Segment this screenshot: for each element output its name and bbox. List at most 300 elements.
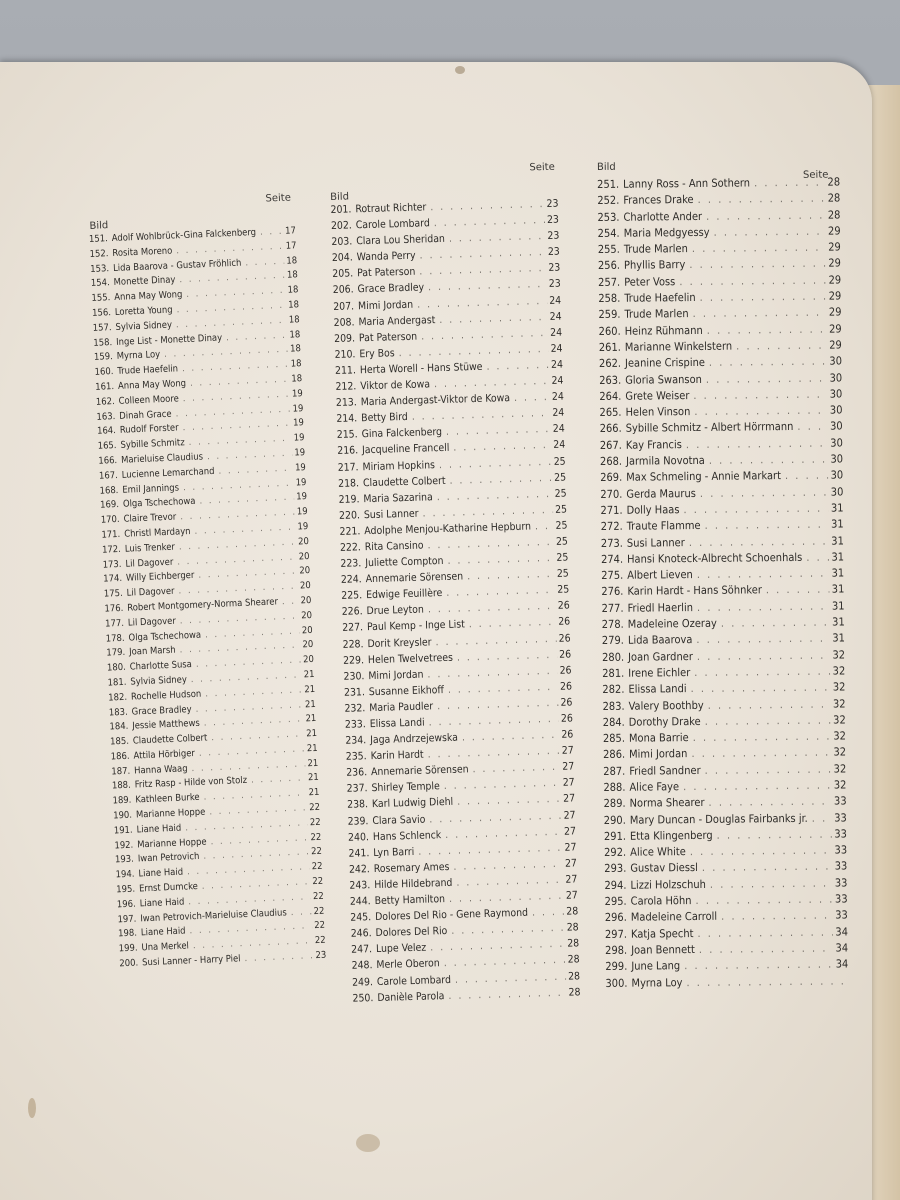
leader-dots	[453, 793, 561, 808]
entry-name: Miriam Hopkins	[362, 458, 436, 473]
entry-number: 227.	[342, 621, 364, 635]
entry-page: 25	[554, 471, 567, 484]
entry-number: 174.	[103, 573, 123, 586]
entry-number: 241.	[348, 846, 370, 860]
bild-header: Bild	[330, 191, 350, 203]
entry-name: Maria Medgyessy	[623, 225, 710, 240]
entry-number: 194.	[115, 868, 135, 881]
entry-page: 30	[829, 403, 843, 417]
entry-name: Danièle Parola	[377, 989, 445, 1004]
entry-page: 33	[835, 908, 848, 922]
entry-name: Madeleine Carroll	[630, 910, 718, 925]
entry-name: Gloria Swanson	[625, 372, 702, 387]
entry-page: 32	[833, 762, 847, 776]
entry-name: Helen Vinson	[625, 405, 691, 419]
entry-page: 20	[299, 580, 311, 592]
entry-number: 223.	[340, 557, 362, 570]
leader-dots	[680, 958, 834, 973]
leader-dots	[444, 986, 566, 1001]
entry-number: 181.	[107, 676, 127, 689]
entry-name: Sybille Schmitz - Albert Hörrmann	[625, 420, 794, 436]
entry-page: 21	[308, 787, 320, 799]
entry-page: 28	[827, 175, 841, 189]
entry-number: 212.	[335, 380, 357, 393]
leader-dots	[413, 295, 548, 311]
entry-number: 230.	[343, 669, 365, 683]
leader-dots	[693, 599, 830, 613]
entry-name: Katja Specht	[630, 926, 694, 941]
entry-name: Inge List - Monette Dinay	[115, 332, 223, 348]
entry-number: 281.	[602, 666, 625, 680]
entry-number: 172.	[101, 543, 122, 556]
entry-page: 32	[833, 745, 847, 759]
leader-dots	[685, 534, 830, 549]
leader-dots	[689, 730, 832, 744]
entry-page: 25	[554, 487, 567, 500]
entry-name: Rudolf Forster	[119, 422, 179, 437]
entry-page: 26	[560, 696, 573, 709]
entry-number: 192.	[114, 839, 134, 852]
entry-name: Dorothy Drake	[628, 714, 701, 729]
entry-page: 18	[287, 284, 299, 296]
leader-dots	[702, 371, 828, 385]
entry-page: 29	[828, 240, 841, 254]
entry-name: Carole Lombard	[376, 973, 452, 988]
leader-dots	[247, 773, 307, 786]
leader-dots	[203, 448, 293, 463]
entry-number: 197.	[117, 913, 137, 926]
entry-page: 29	[828, 305, 842, 319]
entry-number: 218.	[338, 476, 360, 490]
leader-dots	[701, 713, 832, 727]
leader-dots	[445, 472, 552, 487]
entry-name: Lanny Ross - Ann Sothern	[623, 176, 751, 191]
entry-name: Lil Dagover	[125, 556, 174, 570]
entry-number: 273.	[600, 536, 623, 550]
entry-name: Susi Lanner - Harry Piel	[141, 953, 241, 969]
entry-number: 171.	[101, 528, 121, 541]
page-stain	[356, 1134, 380, 1152]
entry-page: 17	[285, 240, 297, 252]
entry-page: 18	[289, 343, 302, 356]
leader-dots	[675, 273, 826, 288]
entry-page: 33	[834, 892, 848, 906]
leader-dots	[415, 262, 546, 278]
entry-page: 20	[297, 535, 310, 548]
entry-number: 280.	[601, 650, 625, 664]
entry-number: 275.	[601, 568, 624, 583]
entry-page: 27	[564, 841, 577, 854]
entry-number: 167.	[98, 469, 118, 482]
entry-page: 24	[553, 438, 566, 452]
entry-name: Rotraut Richter	[355, 201, 427, 216]
entry-page: 23	[315, 949, 327, 962]
entry-name: Carola Höhn	[630, 894, 692, 908]
entry-name: Herta Worell - Hans Stüwe	[359, 360, 483, 377]
leader-dots	[717, 616, 830, 630]
entry-name: Dolores Del Rio	[375, 925, 448, 940]
entry-name: Anna May Wong	[114, 289, 183, 304]
leader-dots	[713, 827, 833, 841]
entry-name: Max Schmeling - Annie Markart	[626, 469, 782, 485]
entry-page: 26	[558, 631, 571, 645]
entry-page: 29	[828, 322, 842, 336]
entry-number: 248.	[351, 959, 373, 973]
entry-number: 285.	[602, 731, 626, 746]
entry-page: 19	[294, 461, 307, 474]
entry-name: Merle Oberon	[376, 957, 440, 972]
leader-dots	[679, 779, 832, 794]
entry-number: 162.	[95, 395, 115, 408]
leader-dots	[287, 906, 312, 918]
entry-number: 209.	[333, 332, 356, 345]
entry-name: Helen Twelvetrees	[367, 651, 454, 666]
leader-dots	[762, 583, 830, 597]
entry-number: 210.	[334, 348, 356, 361]
entry-name: Pat Paterson	[358, 330, 418, 344]
entry-page: 22	[309, 816, 321, 829]
entry-name: Elissa Landi	[628, 682, 687, 696]
entry-name: Phyllis Barry	[623, 258, 686, 273]
leader-dots	[468, 761, 560, 776]
entry-name: Mona Barrie	[628, 731, 689, 745]
leader-dots	[426, 938, 565, 954]
leader-dots	[808, 811, 833, 824]
entry-page: 19	[297, 520, 309, 533]
book-page	[0, 62, 872, 1200]
leader-dots	[482, 359, 549, 373]
entry-page: 24	[552, 406, 565, 420]
leader-dots	[445, 230, 546, 245]
entry-number: 165.	[97, 440, 117, 452]
entry-page: 18	[290, 358, 302, 370]
leader-dots	[706, 876, 833, 890]
index-column-3	[596, 161, 849, 990]
leader-dots	[430, 375, 550, 390]
entry-page: 19	[296, 506, 308, 518]
entry-number: 295.	[604, 894, 627, 909]
entry-name: Lucienne Lemarchand	[121, 465, 215, 481]
entry-page: 21	[305, 713, 317, 725]
entry-page: 23	[547, 229, 560, 243]
leader-dots	[717, 909, 833, 923]
entry-name: Frances Drake	[623, 193, 694, 208]
leader-dots	[424, 713, 559, 729]
leader-dots	[686, 844, 833, 859]
entry-page: 33	[833, 794, 847, 808]
entry-name: Maria Andergast-Viktor de Kowa	[360, 392, 511, 409]
entry-page: 19	[293, 432, 305, 444]
entry-name: Sylvia Sidney	[130, 674, 188, 688]
leader-dots	[440, 777, 561, 792]
entry-name: Mimi Jordan	[629, 747, 688, 762]
entry-name: Juliette Compton	[365, 555, 444, 570]
entry-number: 277.	[601, 601, 624, 615]
entry-number: 262.	[598, 357, 622, 371]
seite-header: Seite	[265, 192, 292, 205]
leader-dots	[531, 520, 554, 533]
entry-number: 238.	[347, 798, 369, 812]
entry-page: 33	[834, 876, 848, 890]
entry-page: 30	[829, 354, 843, 368]
entry-number: 205.	[332, 267, 354, 281]
entry-number: 269.	[600, 471, 623, 485]
entry-number: 272.	[600, 519, 623, 534]
entry-number: 168.	[99, 484, 119, 497]
seite-header: Seite	[529, 161, 555, 174]
entry-number: 293.	[604, 862, 627, 876]
entry-page: 28	[567, 953, 580, 967]
entry-number: 173.	[102, 558, 122, 571]
entry-name: Maria Sazarina	[363, 490, 433, 505]
entry-number: 183.	[108, 706, 128, 719]
entry-name: Liane Haid	[136, 822, 182, 836]
leader-dots	[704, 697, 831, 711]
entry-number: 215.	[336, 428, 358, 442]
entry-name: Iwan Petrovich-Marieluise Claudius	[140, 906, 287, 925]
entry-name: Lil Dagover	[127, 615, 177, 629]
entry-name: Paul Kemp - Inge List	[366, 618, 465, 634]
entry-name: Una Merkel	[141, 940, 190, 954]
entry-number: 283.	[602, 699, 625, 713]
entry-number: 232.	[344, 702, 366, 715]
entry-page: 22	[309, 801, 321, 814]
entry-name: Sylvia Sidney	[115, 319, 173, 333]
entry-page: 22	[313, 905, 325, 917]
entry-page: 34	[835, 957, 849, 971]
leader-dots	[442, 423, 551, 438]
entry-name: Grace Bradley	[357, 281, 425, 296]
leader-dots	[433, 697, 559, 712]
leader-dots	[732, 339, 827, 353]
leader-dots	[528, 906, 565, 919]
entry-number: 257.	[598, 275, 621, 289]
entry-number: 239.	[347, 814, 369, 828]
entry-page: 27	[563, 792, 576, 806]
entry-number: 175.	[103, 588, 123, 600]
leader-dots	[688, 241, 826, 255]
entry-page: 34	[835, 941, 849, 955]
entry-page: 26	[558, 648, 572, 661]
entry-number: 253.	[597, 210, 620, 224]
entry-page: 32	[832, 648, 846, 662]
entry-name: Claudette Colbert	[362, 474, 446, 489]
entry-name: Rosemary Ames	[373, 860, 450, 875]
entry-name: Trude Marlen	[623, 242, 688, 256]
seite-header: Seite	[802, 169, 829, 181]
entry-number: 151.	[88, 233, 109, 245]
leader-dots	[278, 595, 299, 607]
entry-number: 204.	[331, 251, 353, 265]
entry-name: Charlotte Susa	[129, 659, 193, 673]
entry-name: Colleen Moore	[118, 393, 180, 407]
entry-page: 23	[546, 197, 559, 210]
entry-number: 240.	[347, 830, 370, 844]
entry-name: Hilde Hildebrand	[374, 876, 453, 891]
entry-page: 18	[288, 299, 300, 311]
entry-page: 27	[562, 760, 575, 774]
entry-name: Robert Montgomery-Norma Shearer	[127, 596, 279, 614]
entry-number: 211.	[334, 364, 357, 377]
entry-page: 18	[291, 373, 303, 385]
entry-name: Trude Marlen	[624, 307, 689, 322]
leader-dots	[425, 809, 562, 825]
leader-dots	[423, 536, 554, 552]
entry-name: Rita Cansino	[364, 539, 424, 554]
leader-dots	[687, 746, 831, 761]
entry-number: 242.	[348, 862, 370, 876]
entry-number: 282.	[602, 682, 625, 697]
entry-number: 198.	[117, 928, 138, 940]
entry-page: 24	[551, 390, 565, 404]
entry-name: Maria Andergast	[358, 313, 436, 328]
entry-page: 32	[832, 696, 846, 711]
entry-page: 24	[550, 342, 563, 355]
entry-name: Kathleen Burke	[135, 792, 200, 806]
entry-number: 203.	[331, 235, 353, 249]
entry-number: 170.	[100, 514, 120, 526]
entry-number: 163.	[96, 410, 116, 423]
entry-page: 19	[291, 387, 303, 400]
entry-name: Anna May Wong	[117, 378, 187, 392]
entry-number: 188.	[111, 780, 131, 792]
entry-page: 26	[557, 599, 570, 613]
entry-page: 25	[556, 567, 569, 580]
leader-dots	[241, 255, 285, 268]
leader-dots	[703, 322, 827, 336]
entry-number: 213.	[335, 396, 357, 410]
entry-number: 261.	[598, 340, 621, 354]
entry-number: 191.	[113, 824, 133, 837]
entry-name: Trude Haefelin	[117, 363, 179, 378]
entry-name: Charlotte Ander	[623, 209, 703, 224]
entry-name: Clara Lou Sheridan	[356, 233, 446, 248]
entry-number: 249.	[351, 975, 374, 989]
entry-page: 23	[547, 245, 560, 259]
index-list-1	[89, 225, 327, 973]
entry-number: 196.	[116, 898, 136, 911]
entry-page: 21	[305, 727, 318, 740]
entry-name: Joan Marsh	[128, 645, 176, 658]
leader-dots	[679, 502, 829, 517]
entry-page: 22	[314, 934, 326, 947]
entry-name: Marianne Hoppe	[135, 806, 206, 821]
entry-page: 29	[828, 256, 842, 271]
leader-dots	[710, 224, 827, 238]
entry-name: Myrna Loy	[116, 349, 161, 363]
leader-dots	[445, 890, 564, 905]
leader-dots	[687, 681, 831, 696]
entry-name: Gina Falckenberg	[361, 426, 443, 441]
entry-number: 294.	[604, 878, 627, 892]
entry-name: Lil Dagover	[126, 585, 175, 599]
entry-name: Friedl Sandner	[629, 763, 701, 778]
entry-page: 25	[554, 503, 568, 516]
entry-page: 31	[831, 582, 845, 596]
entry-name: Dinah Grace	[119, 408, 172, 422]
entry-number: 157.	[92, 321, 112, 334]
entry-name: Claire Trevor	[123, 511, 177, 525]
entry-page: 27	[565, 889, 578, 902]
leader-dots	[423, 665, 558, 681]
leader-dots	[417, 327, 548, 343]
entry-number: 276.	[601, 585, 624, 599]
entry-name: Gustav Diessl	[630, 861, 698, 876]
entry-page: 21	[307, 772, 320, 784]
leader-dots	[222, 329, 288, 343]
entry-name: Liane Haid	[138, 866, 184, 880]
entry-name: Carole Lombard	[355, 217, 430, 232]
entry-number: 189.	[112, 794, 132, 807]
entry-name: Mimi Jordan	[368, 668, 424, 682]
entry-name: Edwige Feuillère	[365, 587, 443, 602]
entry-name: Fritz Rasp - Hilde von Stolz	[134, 775, 248, 792]
entry-name: Susanne Eikhoff	[368, 683, 445, 698]
leader-dots	[701, 762, 832, 776]
leader-dots	[682, 436, 829, 451]
leader-dots	[451, 970, 567, 985]
bild-header: Bild	[89, 220, 109, 232]
entry-number: 251.	[597, 177, 620, 191]
entry-page: 29	[828, 273, 842, 287]
entry-page: 31	[832, 615, 845, 629]
leader-dots	[694, 192, 826, 206]
entry-name: Maria Paudler	[369, 700, 434, 715]
entry-number: 208.	[333, 316, 355, 329]
entry-name: June Lang	[631, 959, 681, 973]
entry-page: 23	[548, 261, 561, 275]
entry-number: 279.	[601, 634, 624, 648]
entry-number: 289.	[603, 797, 626, 811]
entry-number: 222.	[339, 541, 361, 554]
leader-dots	[430, 214, 546, 229]
entry-name: Mimi Jordan	[357, 298, 414, 312]
leader-dots	[418, 504, 553, 520]
entry-name: Wanda Perry	[356, 249, 416, 264]
entry-page: 27	[563, 808, 576, 822]
entry-page: 26	[560, 712, 574, 725]
entry-name: Liane Haid	[140, 926, 186, 939]
entry-name: Susi Lanner	[626, 535, 685, 550]
entry-name: Marianne Winkelstern	[624, 339, 733, 354]
entry-name: Jeanine Crispine	[624, 356, 705, 370]
entry-name: Monette Dinay	[113, 274, 176, 289]
bild-header: Bild	[596, 161, 616, 174]
index-column-1	[88, 192, 327, 970]
entry-number: 180.	[106, 661, 127, 674]
entry-name: Alice Faye	[629, 780, 680, 794]
entry-name: Norma Shearer	[629, 796, 705, 810]
entry-name: Christl Mardayn	[123, 525, 191, 540]
entry-name: Jessie Matthews	[132, 718, 201, 732]
entry-page: 30	[830, 436, 843, 450]
entry-number: 270.	[600, 487, 623, 501]
leader-dots	[463, 568, 555, 583]
entry-number: 154.	[90, 277, 110, 290]
entry-page: 19	[292, 402, 304, 415]
entry-number: 164.	[96, 425, 117, 438]
entry-page: 24	[549, 310, 562, 323]
entry-page: 20	[302, 654, 315, 666]
entry-number: 299.	[605, 959, 628, 974]
entry-number: 290.	[603, 813, 626, 827]
entry-number: 265.	[599, 405, 622, 420]
leader-dots	[408, 407, 551, 423]
entry-page: 24	[549, 326, 563, 339]
leader-dots	[444, 681, 559, 696]
entry-name: Loretta Young	[114, 304, 173, 318]
entry-number: 259.	[598, 308, 621, 322]
